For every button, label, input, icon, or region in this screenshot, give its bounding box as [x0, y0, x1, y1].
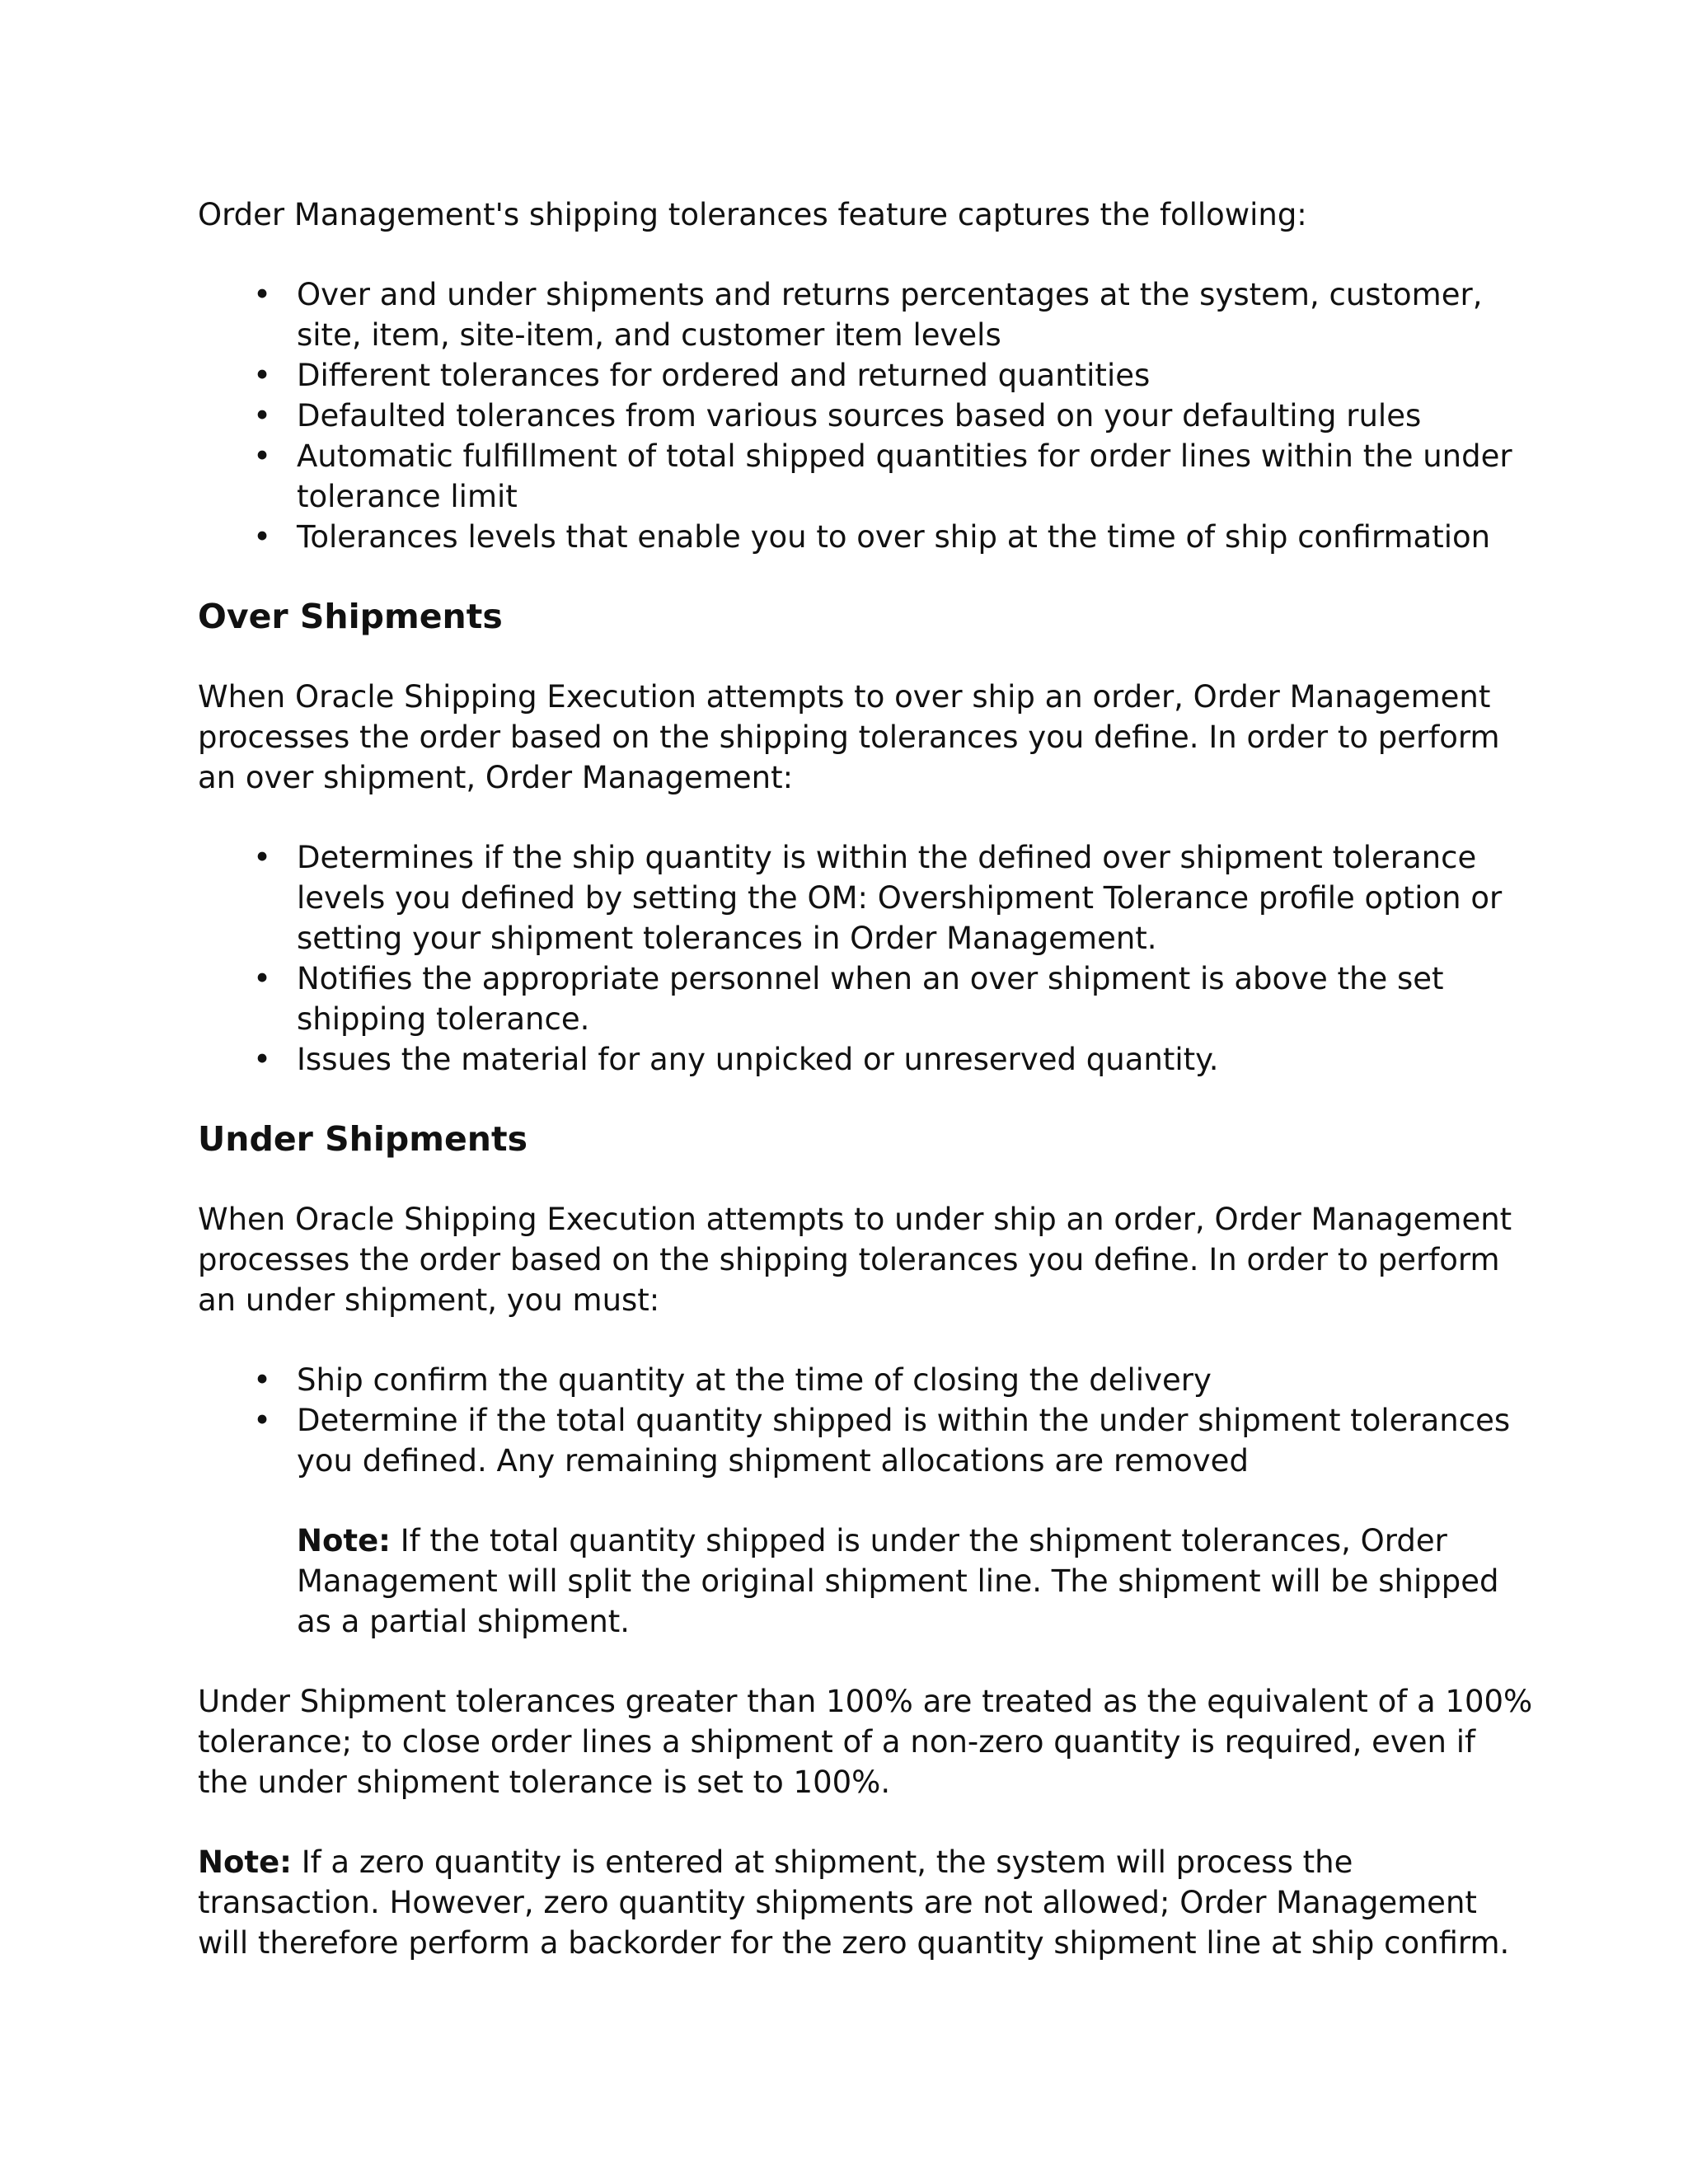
- list-item: • Ship confirm the quantity at the time of closing the delivery: [297, 1360, 1533, 1400]
- document-page: [198, 194, 1533, 2003]
- over-shipments-paragraph: When Oracle Shipping Execution attempts to over ship an order, Order Management processes the order based on the shipping tolerances you define. In order to perform an over shipment, Order Management:: [198, 679, 1500, 795]
- note-label: Note:: [297, 1523, 391, 1558]
- over-shipments-list: [198, 837, 1533, 1080]
- final-note: [198, 1842, 1533, 1963]
- under-shipments-list: [198, 1360, 1533, 1642]
- bullet-icon: •: [253, 519, 271, 555]
- list-item: • Notifies the appropriate personnel when an over shipment is above the set shipping tolerance.: [297, 958, 1533, 1039]
- intro-paragraph: Order Management's shipping tolerances feature captures the following:: [198, 197, 1307, 232]
- under-shipments-paragraph: When Oracle Shipping Execution attempts to under ship an order, Order Management processes the order based on the shipping tolerances you define. In order to perform an under shipment, you must:: [198, 1202, 1512, 1318]
- bullet-icon: •: [253, 398, 271, 434]
- bullet-icon: •: [253, 840, 271, 875]
- list-item: • Defaulted tolerances from various sources based on your defaulting rules: [297, 396, 1533, 436]
- features-list: [198, 274, 1533, 557]
- note-text: If a zero quantity is entered at shipment, the system will process the transaction. However, zero quantity shipments are not allowed; Order Management will therefore perform a backorder for the zero quantity shipment line at ship confirm.: [198, 1844, 1510, 1961]
- list-item: • Over and under shipments and returns percentages at the system, customer, site, item, site-item, and customer item levels: [297, 274, 1533, 355]
- bullet-icon: •: [253, 277, 271, 312]
- list-item: • Issues the material for any unpicked or unreserved quantity.: [297, 1039, 1533, 1080]
- list-item: • Different tolerances for ordered and returned quantities: [297, 355, 1533, 396]
- over-shipments-heading: Over Shipments: [198, 597, 503, 636]
- under-shipments-heading: Under Shipments: [198, 1119, 528, 1159]
- bullet-icon: •: [253, 438, 271, 474]
- under-shipments-note: [297, 1521, 1533, 1642]
- list-item: • Tolerances levels that enable you to over ship at the time of ship confirmation: [297, 517, 1533, 557]
- list-item: • Automatic fulfillment of total shipped quantities for order lines within the under tolerance limit: [297, 436, 1533, 517]
- bullet-icon: •: [253, 1403, 271, 1438]
- bullet-icon: •: [253, 961, 271, 996]
- note-label: Note:: [198, 1844, 292, 1880]
- list-item: • Determines if the ship quantity is within the defined over shipment tolerance levels you defined by setting the OM: Overshipment Tolerance profile option or setting your shipment tolerances in Order Management.: [297, 837, 1533, 958]
- note-text: If the total quantity shipped is under the shipment tolerances, Order Management will split the original shipment line. The shipment will be shipped as a partial shipment.: [297, 1523, 1499, 1639]
- bullet-icon: •: [253, 1362, 271, 1398]
- tolerance-paragraph: Under Shipment tolerances greater than 100% are treated as the equivalent of a 100% tolerance; to close order lines a shipment of a non-zero quantity is required, even if the under shipment tolerance is set to 100%.: [198, 1684, 1533, 1800]
- list-item: • Determine if the total quantity shipped is within the under shipment tolerances you defined. Any remaining shipment allocations are removed Note: If the total quantity shipped is under the shipment tolerances, Order Management will split the original shipment line. The shipment will be shipped as a partial shipment.: [297, 1400, 1533, 1642]
- bullet-icon: •: [253, 358, 271, 393]
- bullet-icon: •: [253, 1042, 271, 1077]
